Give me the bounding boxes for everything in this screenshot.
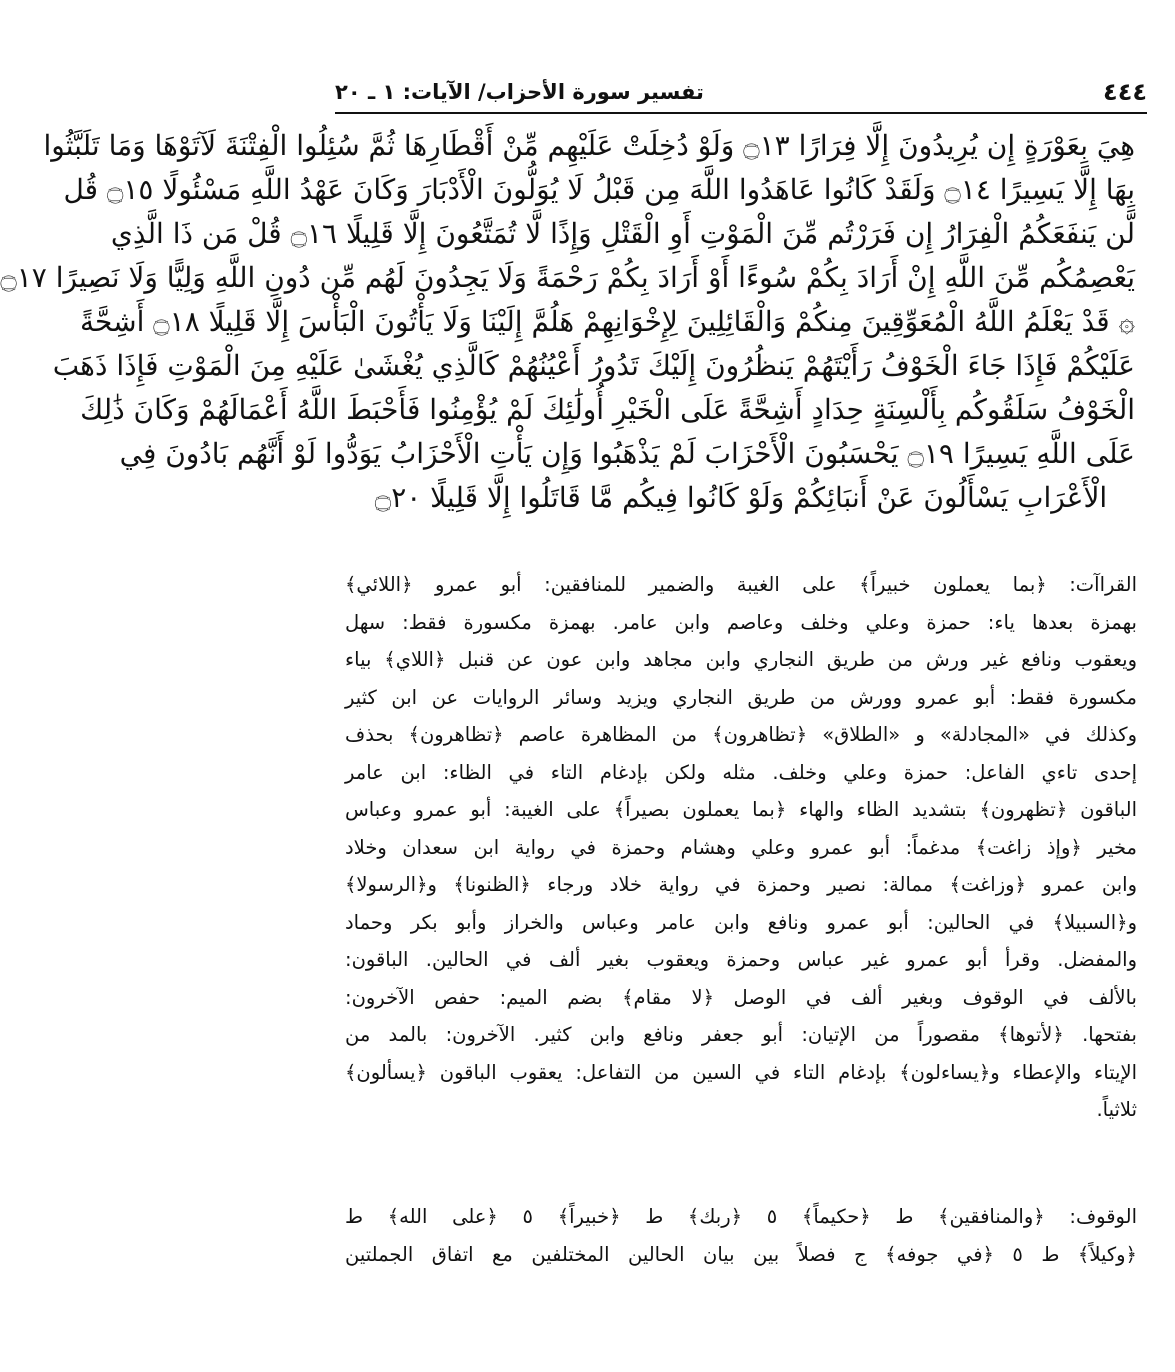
readings-line: القراآت: ﴿بما يعملون خبيراً﴾ على الغيبة والضمير للمنافقين: أبو عمرو ﴿اللائي﴾	[345, 573, 1137, 596]
readings-line: وكذلك في «المجادلة» و «الطلاق» ﴿تظاهرون﴾ من المظاهرة عاصم ﴿تظاهرون﴾ بحذف	[345, 723, 1137, 746]
readings-line: بفتحها. ﴿لأتوها﴾ مقصوراً من الإتيان: أبو جعفر ونافع وابن كثير. الآخرون: بالمد من	[345, 1023, 1137, 1046]
readings-section	[345, 566, 1137, 1129]
stops-section	[345, 1198, 1137, 1273]
readings-line: الباقون ﴿تظهرون﴾ بتشديد الظاء والهاء ﴿بما يعملون بصيراً﴾ على الغيبة: أبو عمرو وعباس	[345, 798, 1137, 821]
quran-line: ۞ قَدْ يَعْلَمُ اللَّهُ الْمُعَوِّقِينَ مِنكُمْ وَالْقَائِلِينَ لِإِخْوَانِهِمْ هَلُمَّ إِلَيْنَا وَلَا يَأْتُونَ الْبَأْسَ إِلَّا قَلِيلًا ۝١٨ أَشِحَّةً	[80, 305, 1135, 338]
readings-line: وابن عمرو ﴿وزاغت﴾ ممالة: نصير وحمزة في رواية خلاد ورجاء ﴿الظنونا﴾ و﴿الرسولا﴾	[345, 873, 1137, 896]
stops-line: ﴿وكيلاً﴾ ط ٥ ﴿في جوفه﴾ ج فصلاً بين بيان الحالين المختلفين مع اتفاق الجملتين	[345, 1242, 1137, 1266]
quran-line: عَلَى اللَّهِ يَسِيرًا ۝١٩ يَحْسَبُونَ الْأَحْزَابَ لَمْ يَذْهَبُوا وَإِن يَأْتِ الْأَحْزَابُ يَوَدُّوا لَوْ أَنَّهُم بَادُونَ فِي	[119, 437, 1135, 470]
readings-line: إحدى تاءي الفاعل: حمزة وعلي وخلف. مثله ولكن بإدغام التاء في الظاء: ابن عامر	[345, 760, 1137, 784]
quran-verses-block	[0, 124, 1135, 520]
quran-line: بِهَا إِلَّا يَسِيرًا ۝١٤ وَلَقَدْ كَانُوا عَاهَدُوا اللَّهَ مِن قَبْلُ لَا يُوَلُّونَ الْأَدْبَارَ وَكَانَ عَهْدُ اللَّهِ مَسْئُولًا ۝١٥ قُل	[63, 173, 1135, 206]
readings-line: الإيتاء والإعطاء و﴿يساءلون﴾ بإدغام التاء في السين من التفاعل: يعقوب الباقون ﴿يسألون﴾	[345, 1060, 1137, 1084]
readings-line: والمفضل. وقرأ أبو عمرو غير عباس وحمزة ويعقوب بغير ألف في الحالين. الباقون:	[345, 948, 1137, 971]
quran-line: الْأَعْرَابِ يَسْأَلُونَ عَنْ أَنبَائِكُمْ وَلَوْ كَانُوا فِيكُم مَّا قَاتَلُوا إِلَّا قَلِيلًا ۝٢٠	[374, 481, 1108, 514]
stops-line: الوقوف: ﴿والمنافقين﴾ ط ﴿حكيماً﴾ ٥ ﴿ربك﴾ ط ﴿خبيراً﴾ ٥ ﴿على الله﴾ ط	[345, 1205, 1137, 1228]
readings-line: و﴿السبيلا﴾ في الحالين: أبو عمرو ونافع وابن عامر وعباس والخراز وأبو بكر وحماد	[345, 910, 1137, 934]
running-title: تفسير سورة الأحزاب/ الآيات: ١ ـ ٢٠	[335, 80, 704, 104]
readings-line: مكسورة فقط: أبو عمرو وورش من طريق النجاري ويزيد وسائر الروايات عن ابن كثير	[345, 685, 1137, 709]
readings-line: بهمزة بعدها ياء: حمزة وعلي وخلف وعاصم وابن عامر. بهمزة مكسورة فقط: سهل	[345, 610, 1137, 634]
page-number: ٤٤٤	[1103, 78, 1147, 106]
page-header	[335, 72, 1147, 114]
quran-line: الْخَوْفُ سَلَقُوكُم بِأَلْسِنَةٍ حِدَادٍ أَشِحَّةً عَلَى الْخَيْرِ أُولَٰئِكَ لَمْ يُؤْمِنُوا فَأَحْبَطَ اللَّهُ أَعْمَالَهُمْ وَكَانَ ذَٰلِكَ	[80, 393, 1135, 426]
quran-line: يَعْصِمُكُم مِّنَ اللَّهِ إِنْ أَرَادَ بِكُمْ سُوءًا أَوْ أَرَادَ بِكُمْ رَحْمَةً وَلَا يَجِدُونَ لَهُم مِّن دُونِ اللَّهِ وَلِيًّا وَلَا نَصِيرًا ۝١٧	[0, 261, 1135, 294]
quran-line: هِيَ بِعَوْرَةٍ إِن يُرِيدُونَ إِلَّا فِرَارًا ۝١٣ وَلَوْ دُخِلَتْ عَلَيْهِم مِّنْ أَقْطَارِهَا ثُمَّ سُئِلُوا الْفِتْنَةَ لَآتَوْهَا وَمَا تَلَبَّثُوا	[43, 129, 1135, 162]
readings-line: مخير ﴿وإذ زاغت﴾ مدغماً: أبو عمرو وعلي وهشام وحمزة في رواية ابن سعدان وخلاد	[345, 835, 1137, 859]
readings-line: ثلاثياً.	[1096, 1098, 1137, 1121]
quran-line: عَلَيْكُمْ فَإِذَا جَاءَ الْخَوْفُ رَأَيْتَهُمْ يَنظُرُونَ إِلَيْكَ تَدُورُ أَعْيُنُهُمْ كَالَّذِي يُغْشَىٰ عَلَيْهِ مِنَ الْمَوْتِ فَإِذَا ذَهَبَ	[52, 349, 1135, 382]
quran-line: لَّن يَنفَعَكُمُ الْفِرَارُ إِن فَرَرْتُم مِّنَ الْمَوْتِ أَوِ الْقَتْلِ وَإِذًا لَّا تُمَتَّعُونَ إِلَّا قَلِيلًا ۝١٦ قُلْ مَن ذَا الَّذِي	[110, 217, 1135, 250]
readings-line: ويعقوب ونافع غير ورش من طريق النجاري وابن مجاهد وابن عون عن قنبل ﴿اللاي﴾ بياء	[345, 648, 1137, 671]
readings-line: بالألف في الوقوف وبغير ألف في الوصل ﴿لا مقام﴾ بضم الميم: حفص الآخرون:	[345, 985, 1137, 1009]
